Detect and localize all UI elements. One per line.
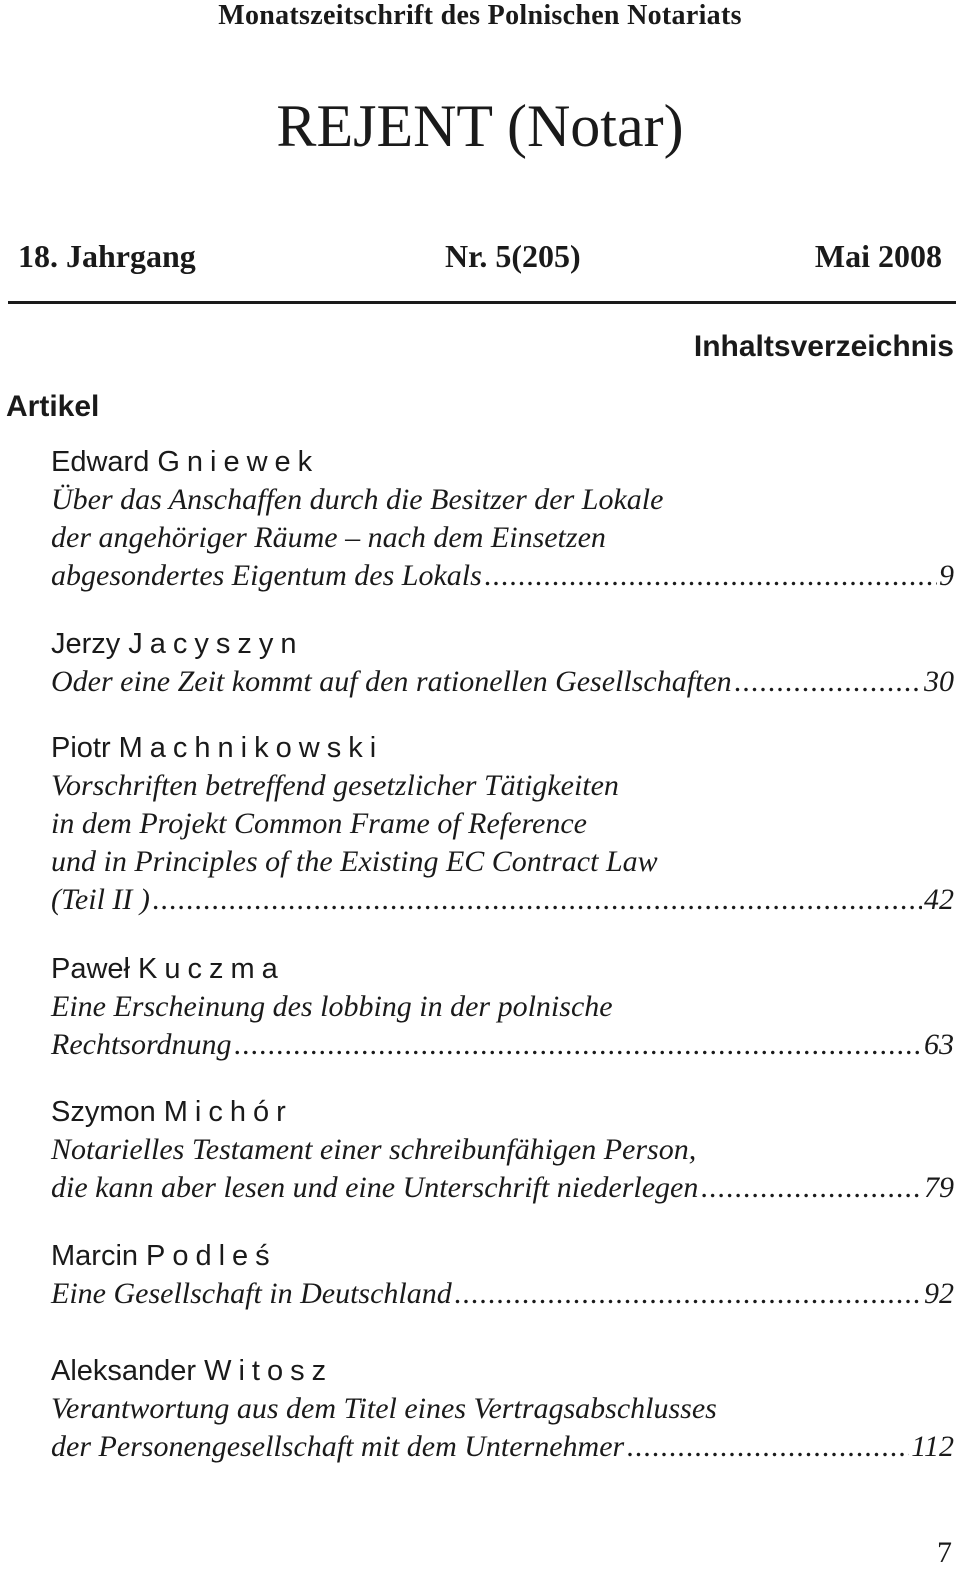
page-number: 7 (937, 1536, 952, 1569)
author-surname: Kuczma (138, 953, 285, 985)
dot-leader (700, 1169, 922, 1207)
entry-author (51, 1237, 954, 1275)
entry-title-line: Vorschriften betreffend gesetzlicher Tätigkeiten (51, 769, 619, 802)
header-divider (8, 301, 956, 304)
toc-entry[interactable] (51, 1093, 954, 1207)
dot-leader (626, 1428, 909, 1466)
entry-author (51, 1352, 954, 1390)
entry-page-number: 92 (924, 1277, 954, 1310)
journal-title: REJENT (Notar) (276, 93, 684, 159)
entry-title-line: in dem Projekt Common Frame of Reference (51, 807, 587, 840)
entry-author (51, 950, 954, 988)
author-first-name: Szymon (51, 1096, 156, 1128)
entry-author (51, 625, 954, 663)
entry-title-last-line (51, 663, 954, 701)
author-first-name: Edward (51, 446, 150, 478)
entry-title-line: Über das Anschaffen durch die Besitzer der Lokale (51, 483, 664, 516)
entry-author (51, 729, 954, 767)
entry-title-end: der Personengesellschaft mit dem Unternehmer (51, 1430, 625, 1463)
entry-title-line: Verantwortung aus dem Titel eines Vertragsabschlusses (51, 1392, 717, 1425)
author-first-name: Piotr (51, 732, 111, 764)
entry-title-last-line (51, 1428, 954, 1466)
entry-title-last-line (51, 881, 954, 919)
entry-page-number: 42 (924, 883, 954, 916)
author-surname: Jacyszyn (128, 628, 304, 660)
toc-entry[interactable] (51, 443, 954, 595)
entry-title-end: Oder eine Zeit kommt auf den rationellen Gesellschaften (51, 665, 732, 698)
author-surname: Witosz (204, 1355, 334, 1387)
toc-entry[interactable] (51, 729, 954, 919)
entry-author (51, 443, 954, 481)
entry-title-end: die kann aber lesen und eine Unterschrift niederlegen (51, 1171, 699, 1204)
dot-leader (152, 881, 922, 919)
entry-title-last-line (51, 1169, 954, 1207)
author-first-name: Jerzy (51, 628, 121, 660)
toc-entry[interactable] (51, 625, 954, 701)
issue-number: Nr. 5(205) (445, 238, 581, 274)
author-first-name: Aleksander (51, 1355, 197, 1387)
entry-title-end: (Teil II ) (51, 883, 150, 916)
entry-title-line: Eine Erscheinung des lobbing in der polnische (51, 990, 613, 1023)
entry-author (51, 1093, 954, 1131)
dot-leader (234, 1026, 922, 1064)
entry-title-end: Rechtsordnung (51, 1028, 232, 1061)
entry-page-number: 63 (924, 1028, 954, 1061)
journal-subtitle: Monatszeitschrift des Polnischen Notariats (218, 0, 742, 31)
entry-title-last-line (51, 1275, 954, 1313)
dot-leader (734, 663, 922, 701)
author-surname: Podleś (146, 1240, 277, 1272)
toc-entry[interactable] (51, 1352, 954, 1466)
section-heading: Artikel (6, 390, 100, 423)
toc-heading: Inhaltsverzeichnis (693, 330, 954, 363)
author-surname: Gniewek (157, 446, 320, 478)
entry-page-number: 30 (924, 665, 954, 698)
entry-title-last-line (51, 557, 954, 595)
entry-title-line: Notarielles Testament einer schreibunfähigen Person, (51, 1133, 697, 1166)
entry-title-line: und in Principles of the Existing EC Contract Law (51, 845, 658, 878)
dot-leader (454, 1275, 922, 1313)
dot-leader (484, 557, 937, 595)
entry-page-number: 112 (911, 1430, 954, 1463)
entry-page-number: 9 (939, 559, 954, 592)
author-first-name: Paweł (51, 953, 130, 985)
issue-date: Mai 2008 (814, 238, 942, 274)
toc-entry[interactable] (51, 1237, 954, 1313)
toc-entry[interactable] (51, 950, 954, 1064)
entry-title-end: Eine Gesellschaft in Deutschland (51, 1277, 452, 1310)
author-first-name: Marcin (51, 1240, 139, 1272)
entry-page-number: 79 (924, 1171, 954, 1204)
entry-title-end: abgesondertes Eigentum des Lokals (51, 559, 482, 592)
entry-title-line: der angehöriger Räume – nach dem Einsetzen (51, 521, 606, 554)
entry-title-last-line (51, 1026, 954, 1064)
author-surname: Michór (163, 1096, 293, 1128)
author-surname: Machnikowski (118, 732, 384, 764)
issue-year: 18. Jahrgang (18, 238, 196, 274)
